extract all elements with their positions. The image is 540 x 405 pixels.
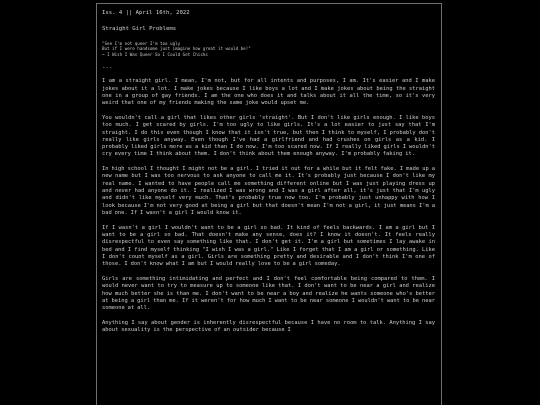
- article-page: [96, 3, 442, 405]
- epigraph-attribution: ~ I Wish I Was Queer So I Could Get Chicks: [102, 51, 208, 57]
- epigraph-line-1: "See I'm not queer I'm too ugly: [102, 41, 181, 46]
- epigraph: [102, 41, 435, 57]
- paragraph-1: I am a straight girl. I mean, I'm not, but for all intents and purposes, I am. It's easier and I make jokes about it a lot. I make jokes because I like boys a lot and I make jokes about being the straight one in a group of gay friends. I am the one who does it and talks about it all the time, so it's very weird that one of my friends making the same joke would upset me.: [102, 78, 435, 107]
- paragraph-2: You wouldn't call a girl that likes other girls 'straight'. But I don't like girls enough. I like boys too much. I get scared by girls. I'm too ugly to like girls. It's a lot easier to just say that I'm straight. I do this even though I know that it isn't true, but then I think to myself, I probably don't really like girls anyway. Even though I've had a girlfriend and had crushes on girls as a kid. I probably liked girls more as a kid than I do now. I'm too scared now. If I really liked girls I wouldn't cry every time I think about them. I don't think about them enough anyway. I'm probably faking it.: [102, 114, 435, 158]
- paragraph-6: Anything I say about gender is inherently disrespectful because I have no room to talk. Anything I say about sexuality is the perspective of an outsider because I: [102, 320, 435, 334]
- epigraph-line-2: But if I were handsome just imagine how great it would be!": [102, 46, 251, 52]
- section-divider: ---: [102, 65, 113, 72]
- article-title: Straight Girl Problems: [102, 26, 177, 32]
- issue-line: Iss. 4 || April 16th, 2022: [102, 10, 190, 16]
- paragraph-4: If I wasn't a girl I wouldn't want to be a girl so bad. It kind of feels backwards. I am a girl but I want to be a girl so bad. That doesn't make any sense, does it? I know it doesn't. It feels really disrespectful to even say something like that. I don't get it. I'm a girl but sometimes I lay awake in bed and I find myself thinking "I wish I was a girl." Like I forget that I am a girl or something. Like I don't count myself as a girl. Girls are something pretty and desirable and I don't think I'm one of those. I don't know what I am but I would really love to be a girl someday.: [102, 224, 435, 268]
- paragraph-3: In high school I thought I might not be a girl. I tried it out for a while but it felt fake. I made up a new name but I was too nervous to ask anyone to call me it. It's probably just because I don't like my real name. I wanted to have people call me something different online but I was just playing dress up and never had anyone do it. I realized I was wrong and I was a girl after all, it's just that I'm ugly and didn't like myself very much. That's probably true now too. I'm probably just unhappy with how I look because I'm not very good at being a girl but that doesn't mean I'm not a girl, it just means I'm a bad one. If I wasn't a girl I would know it.: [102, 166, 435, 216]
- paragraph-5: Girls are something intimidating and perfect and I don't feel comfortable being compared to them. I would never want to try to measure up to someone like that. I don't want to be near a girl and realize how much better she is than me. I don't want to be near a boy and realize he wants someone who's better at being a girl than me. If it weren't for how much I want to be near someone I wouldn't want to be near someone at all.: [102, 276, 435, 312]
